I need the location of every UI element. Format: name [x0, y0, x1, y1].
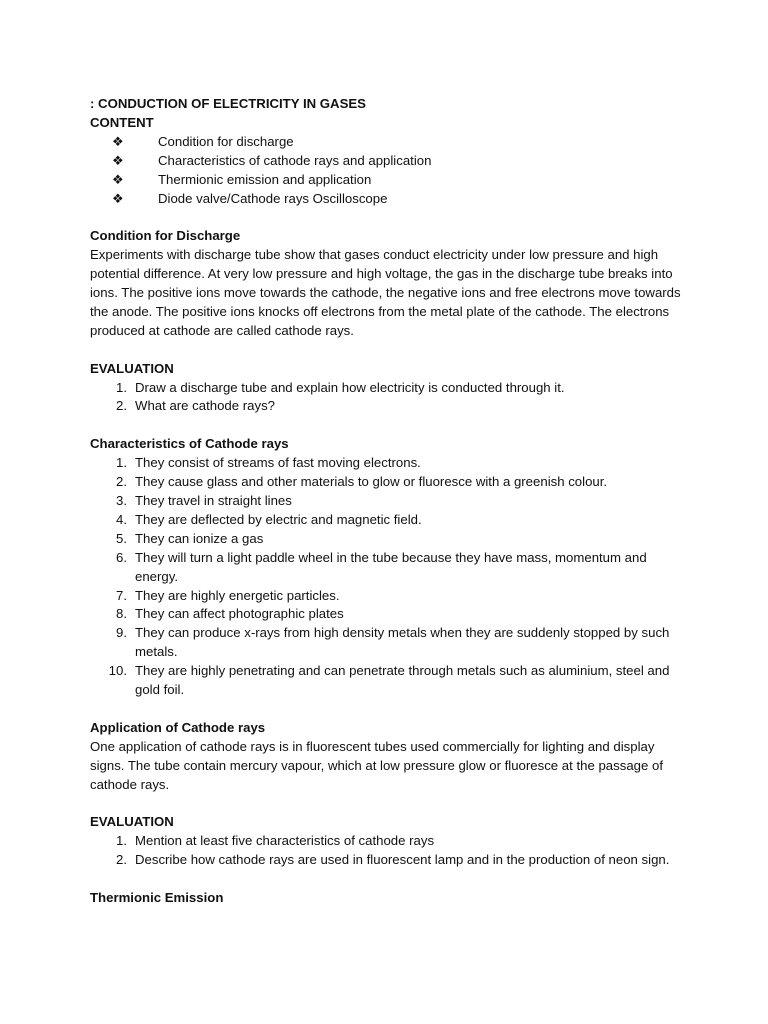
- characteristics-section: [90, 435, 688, 700]
- list-item-text: They can produce x-rays from high density metals when they are suddenly stopped by such metals.: [135, 625, 670, 660]
- list-number: 7.: [116, 587, 127, 603]
- content-item-text: Diode valve/Cathode rays Oscilloscope: [158, 190, 388, 206]
- list-item: [90, 190, 688, 209]
- list-item: [90, 587, 688, 606]
- paragraph: Experiments with discharge tube show that gases conduct electricity under low pressure and high potential difference. At very low pressure and high voltage, the gas in the discharge tube breaks into ions. The positive ions move towards the cathode, the negative ions and free electrons move towards the anode. The positive ions knocks off electrons from the metal plate of the cathode. The electrons produced at cathode are called cathode rays.: [90, 247, 681, 338]
- list-item-text: They consist of streams of fast moving electrons.: [135, 455, 421, 471]
- numbered-list: [90, 454, 688, 700]
- content-item-text: Characteristics of cathode rays and application: [158, 152, 432, 168]
- section-heading: Characteristics of Cathode rays: [90, 436, 289, 452]
- bullet-icon: ❖: [112, 171, 124, 187]
- list-item: [90, 492, 688, 511]
- list-number: 2.: [116, 852, 127, 868]
- list-number: 1.: [116, 833, 127, 849]
- list-number: 5.: [116, 530, 127, 546]
- list-item: [90, 662, 688, 700]
- list-number: 8.: [116, 606, 127, 622]
- content-list: [90, 133, 688, 209]
- content-item-text: Condition for discharge: [158, 133, 294, 149]
- list-item: [90, 397, 688, 416]
- list-item: [90, 832, 688, 851]
- list-item: [90, 152, 688, 171]
- list-number: 9.: [116, 625, 127, 641]
- list-item: [90, 133, 688, 152]
- list-item: [90, 454, 688, 473]
- numbered-list: [90, 379, 688, 417]
- list-item-text: They are highly energetic particles.: [135, 587, 340, 603]
- list-item-text: They can ionize a gas: [135, 530, 264, 546]
- document-title: : CONDUCTION OF ELECTRICITY IN GASES: [90, 96, 366, 111]
- list-number: 3.: [116, 492, 127, 508]
- list-number: 4.: [116, 511, 127, 527]
- list-item: [90, 511, 688, 530]
- bullet-icon: ❖: [112, 133, 124, 149]
- list-item: [90, 851, 688, 870]
- list-number: 2.: [116, 474, 127, 490]
- section-heading: Application of Cathode rays: [90, 719, 266, 735]
- numbered-list: [90, 832, 688, 870]
- list-item: [90, 171, 688, 190]
- content-item-text: Thermionic emission and application: [158, 171, 372, 187]
- list-item-text: What are cathode rays?: [135, 398, 276, 414]
- section-heading: EVALUATION: [90, 814, 174, 830]
- list-number: 10.: [108, 663, 127, 679]
- bullet-icon: ❖: [112, 190, 124, 206]
- list-item: [90, 473, 688, 492]
- list-item: [90, 549, 688, 587]
- list-number: 1.: [116, 379, 127, 395]
- bullet-icon: ❖: [112, 152, 124, 168]
- evaluation-section-2: [90, 813, 688, 870]
- list-item: [90, 379, 688, 398]
- paragraph: One application of cathode rays is in fluorescent tubes used commercially for lighting and display signs. The tube contain mercury vapour, which at low pressure glow or fluoresce at the passage of cathode rays.: [90, 738, 663, 792]
- list-number: 6.: [116, 549, 127, 565]
- list-item-text: They can affect photographic plates: [135, 606, 344, 622]
- list-item-text: They are highly penetrating and can penetrate through metals such as aluminium, steel and gold foil.: [135, 663, 670, 698]
- section-heading: Condition for Discharge: [90, 228, 241, 244]
- section-heading: Thermionic Emission: [90, 889, 224, 905]
- list-item-text: Mention at least five characteristics of cathode rays: [135, 833, 435, 849]
- thermionic-section: [90, 889, 688, 908]
- list-number: 2.: [116, 398, 127, 414]
- list-item-text: They travel in straight lines: [135, 492, 292, 508]
- evaluation-section-1: [90, 360, 688, 417]
- list-item: [90, 530, 688, 549]
- list-item-text: Describe how cathode rays are used in fluorescent lamp and in the production of neon sign.: [135, 852, 670, 868]
- list-number: 1.: [116, 455, 127, 471]
- content-heading: CONTENT: [90, 114, 154, 130]
- list-item-text: Draw a discharge tube and explain how electricity is conducted through it.: [135, 379, 565, 395]
- list-item: [90, 605, 688, 624]
- discharge-section: [90, 227, 688, 340]
- list-item-text: They cause glass and other materials to glow or fluoresce with a greenish colour.: [135, 474, 608, 490]
- list-item: [90, 624, 688, 662]
- list-item-text: They are deflected by electric and magnetic field.: [135, 511, 422, 527]
- section-heading: EVALUATION: [90, 360, 174, 376]
- list-item-text: They will turn a light paddle wheel in the tube because they have mass, momentum and energy.: [135, 549, 647, 584]
- application-section: [90, 719, 688, 795]
